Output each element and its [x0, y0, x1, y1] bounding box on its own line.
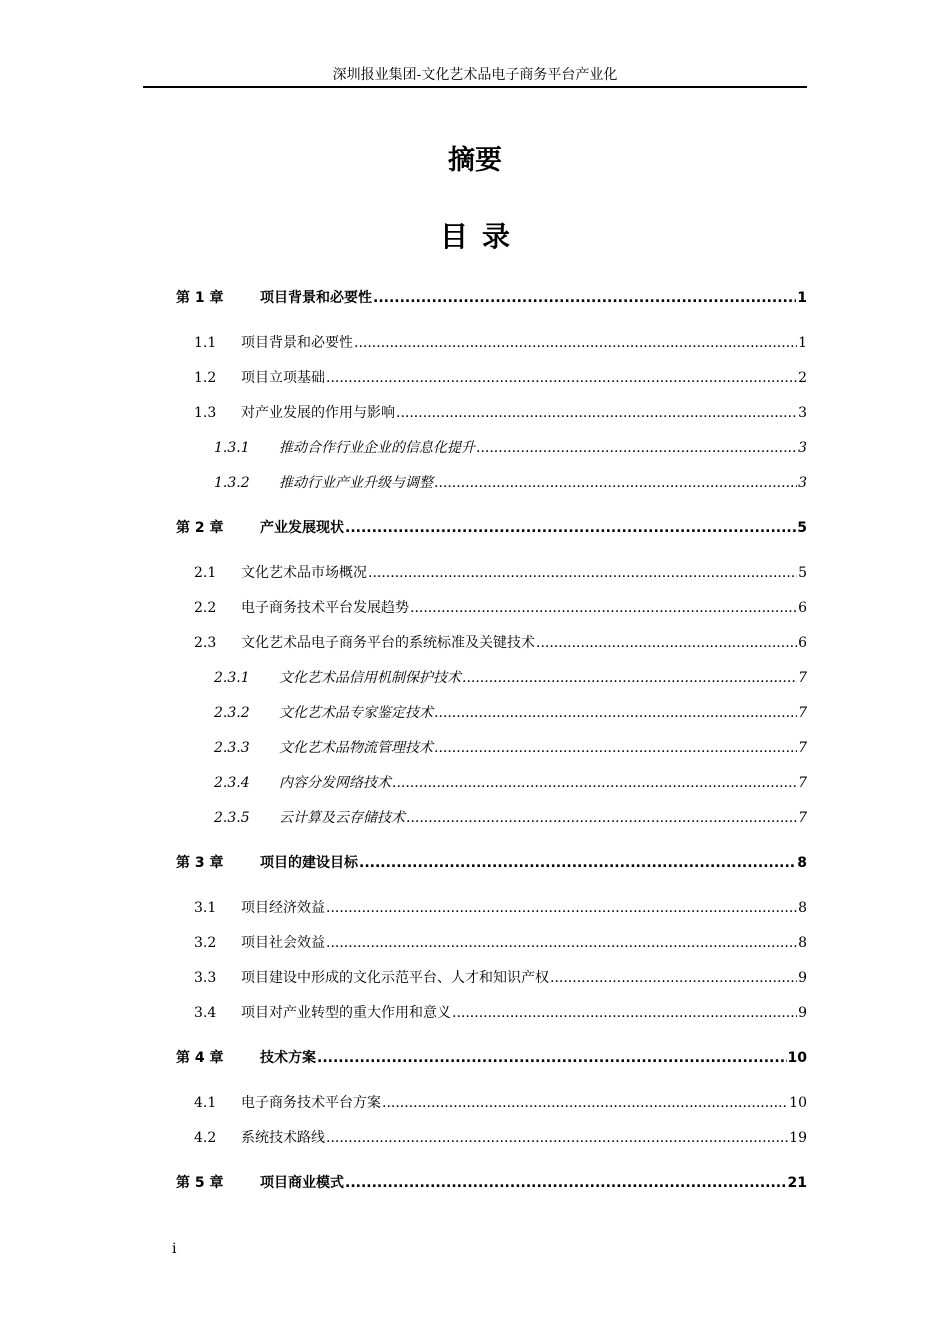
toc-leader-dots — [326, 1128, 788, 1148]
toc-entry-number: 1.2 — [194, 370, 217, 386]
toc-leader-dots — [345, 518, 796, 538]
toc-entry-title: 文化艺术品市场概况 — [241, 565, 367, 581]
toc-entry[interactable] — [194, 968, 807, 988]
page-number: i — [172, 1241, 177, 1257]
toc-entry-title: 电子商务技术平台发展趋势 — [241, 600, 409, 616]
toc-leader-dots — [434, 473, 797, 493]
toc-entry-title: 文化艺术品专家鉴定技术 — [279, 705, 433, 721]
toc-entry[interactable] — [214, 773, 807, 793]
toc-entry-title: 对产业发展的作用与影响 — [241, 405, 395, 421]
toc-entry-page: 1 — [798, 335, 807, 351]
toc-entry-title: 技术方案 — [260, 1050, 316, 1066]
toc-entry-number: 4.1 — [194, 1095, 217, 1111]
toc-entry-page: 3 — [798, 405, 807, 421]
toc-entry[interactable] — [194, 633, 807, 653]
toc-leader-dots — [434, 738, 797, 758]
toc-entry-number: 第 4 章 — [176, 1050, 224, 1066]
toc-entry-number: 3.3 — [194, 970, 217, 986]
toc-entry-page: 10 — [787, 1050, 807, 1066]
toc-entry-page: 1 — [797, 290, 807, 306]
abstract-title: 摘要 — [448, 145, 502, 176]
toc-entry-page: 9 — [798, 970, 807, 986]
toc-entry-title: 项目商业模式 — [260, 1175, 344, 1191]
toc-entry-page: 6 — [798, 600, 807, 616]
toc-entry-number: 1.3 — [194, 405, 217, 421]
toc-entry-title: 项目背景和必要性 — [241, 335, 353, 351]
toc-leader-dots — [317, 1048, 787, 1068]
toc-entry-page: 7 — [798, 740, 807, 756]
header-rule — [143, 86, 807, 88]
toc-entry-page: 7 — [798, 810, 807, 826]
toc-entry-page: 8 — [798, 900, 807, 916]
toc-leader-dots — [462, 668, 797, 688]
toc-entry-page: 7 — [798, 775, 807, 791]
toc-entry-number: 第 3 章 — [176, 855, 224, 871]
toc-entry-title: 项目建设中形成的文化示范平台、人才和知识产权 — [241, 970, 549, 986]
toc-entry[interactable] — [194, 403, 807, 423]
toc-leader-dots — [359, 853, 796, 873]
toc-entry-page: 6 — [798, 635, 807, 651]
toc-entry[interactable] — [194, 598, 807, 618]
toc-leader-dots — [434, 703, 797, 723]
toc-entry-page: 5 — [798, 565, 807, 581]
toc-entry[interactable] — [194, 933, 807, 953]
toc-entry-number: 2.3.4 — [214, 775, 250, 791]
toc-entry[interactable] — [176, 853, 807, 873]
toc-entry-title: 文化艺术品物流管理技术 — [279, 740, 433, 756]
toc-leader-dots — [396, 403, 797, 423]
toc-entry-number: 4.2 — [194, 1130, 217, 1146]
toc-entry-title: 项目背景和必要性 — [260, 290, 372, 306]
toc-leader-dots — [354, 333, 797, 353]
toc-entry-number: 1.3.2 — [214, 475, 250, 491]
toc-entry-page: 5 — [797, 520, 807, 536]
toc-entry[interactable] — [176, 1048, 807, 1068]
toc-entry-title: 推动行业产业升级与调整 — [279, 475, 433, 491]
toc-entry[interactable] — [214, 473, 807, 493]
toc-entry-page: 8 — [797, 855, 807, 871]
toc-entry-title: 电子商务技术平台方案 — [241, 1095, 381, 1111]
toc-entry[interactable] — [214, 738, 807, 758]
toc-leader-dots — [550, 968, 797, 988]
toc-entry-number: 2.3.5 — [214, 810, 250, 826]
toc-entry-number: 3.1 — [194, 900, 217, 916]
toc-leader-dots — [476, 438, 797, 458]
toc-entry-title: 文化艺术品电子商务平台的系统标准及关键技术 — [241, 635, 535, 651]
toc-entry-number: 1.1 — [194, 335, 217, 351]
toc-entry[interactable] — [194, 368, 807, 388]
toc-leader-dots — [536, 633, 797, 653]
toc-entry[interactable] — [214, 808, 807, 828]
toc-entry[interactable] — [214, 438, 807, 458]
toc-entry[interactable] — [194, 898, 807, 918]
toc-entry-page: 7 — [798, 705, 807, 721]
toc-entry-page: 9 — [798, 1005, 807, 1021]
toc-leader-dots — [326, 898, 797, 918]
toc-entry-number: 2.3.2 — [214, 705, 250, 721]
page-header: 深圳报业集团-文化艺术品电子商务平台产业化 — [332, 67, 618, 83]
toc-entry-number: 2.1 — [194, 565, 217, 581]
toc-entry-number: 2.3.1 — [214, 670, 250, 686]
toc-entry-page: 3 — [798, 440, 807, 456]
toc-entry-page: 2 — [798, 370, 807, 386]
toc-leader-dots — [392, 773, 797, 793]
toc-entry-number: 1.3.1 — [214, 440, 250, 456]
toc-entry-title: 系统技术路线 — [241, 1130, 325, 1146]
toc-entry-title: 项目立项基础 — [241, 370, 325, 386]
toc-entry[interactable] — [176, 518, 807, 538]
toc-entry[interactable] — [194, 563, 807, 583]
toc-entry-number: 3.2 — [194, 935, 217, 951]
toc-entry[interactable] — [194, 1093, 807, 1113]
toc-entry[interactable] — [194, 1128, 807, 1148]
toc-entry-number: 第 5 章 — [176, 1175, 224, 1191]
toc-entry[interactable] — [176, 288, 807, 308]
toc-entry-title: 项目对产业转型的重大作用和意义 — [241, 1005, 451, 1021]
toc-leader-dots — [326, 933, 797, 953]
toc-entry-page: 7 — [798, 670, 807, 686]
toc-leader-dots — [410, 598, 797, 618]
toc-entry[interactable] — [194, 333, 807, 353]
toc-entry[interactable] — [214, 703, 807, 723]
toc-title: 目录 — [439, 220, 524, 253]
toc-entry-title: 云计算及云存储技术 — [279, 810, 405, 826]
toc-entry-title: 文化艺术品信用机制保护技术 — [279, 670, 461, 686]
toc-entry-title: 项目经济效益 — [241, 900, 325, 916]
toc-entry-title: 项目的建设目标 — [260, 855, 358, 871]
toc-entry-title: 内容分发网络技术 — [279, 775, 391, 791]
toc-leader-dots — [406, 808, 797, 828]
toc-entry-page: 8 — [798, 935, 807, 951]
toc-entry[interactable] — [214, 668, 807, 688]
toc-entry[interactable] — [176, 1173, 807, 1193]
toc-entry-page: 19 — [789, 1130, 807, 1146]
toc-entry-number: 3.4 — [194, 1005, 217, 1021]
toc-entry-page: 3 — [798, 475, 807, 491]
toc-entry-number: 2.3 — [194, 635, 217, 651]
toc-leader-dots — [382, 1093, 788, 1113]
toc-entry-title: 推动合作行业企业的信息化提升 — [279, 440, 475, 456]
toc-entry-number: 第 2 章 — [176, 520, 224, 536]
toc-entry-title: 项目社会效益 — [241, 935, 325, 951]
toc-entry[interactable] — [194, 1003, 807, 1023]
toc-leader-dots — [345, 1173, 787, 1193]
toc-entry-page: 21 — [787, 1175, 807, 1191]
toc-entry-page: 10 — [789, 1095, 807, 1111]
toc-leader-dots — [368, 563, 797, 583]
toc-entry-number: 第 1 章 — [176, 290, 224, 306]
toc-entry-number: 2.2 — [194, 600, 217, 616]
toc-leader-dots — [373, 288, 796, 308]
toc-leader-dots — [326, 368, 797, 388]
toc-entry-number: 2.3.3 — [214, 740, 250, 756]
toc-entry-title: 产业发展现状 — [260, 520, 344, 536]
toc-leader-dots — [452, 1003, 797, 1023]
